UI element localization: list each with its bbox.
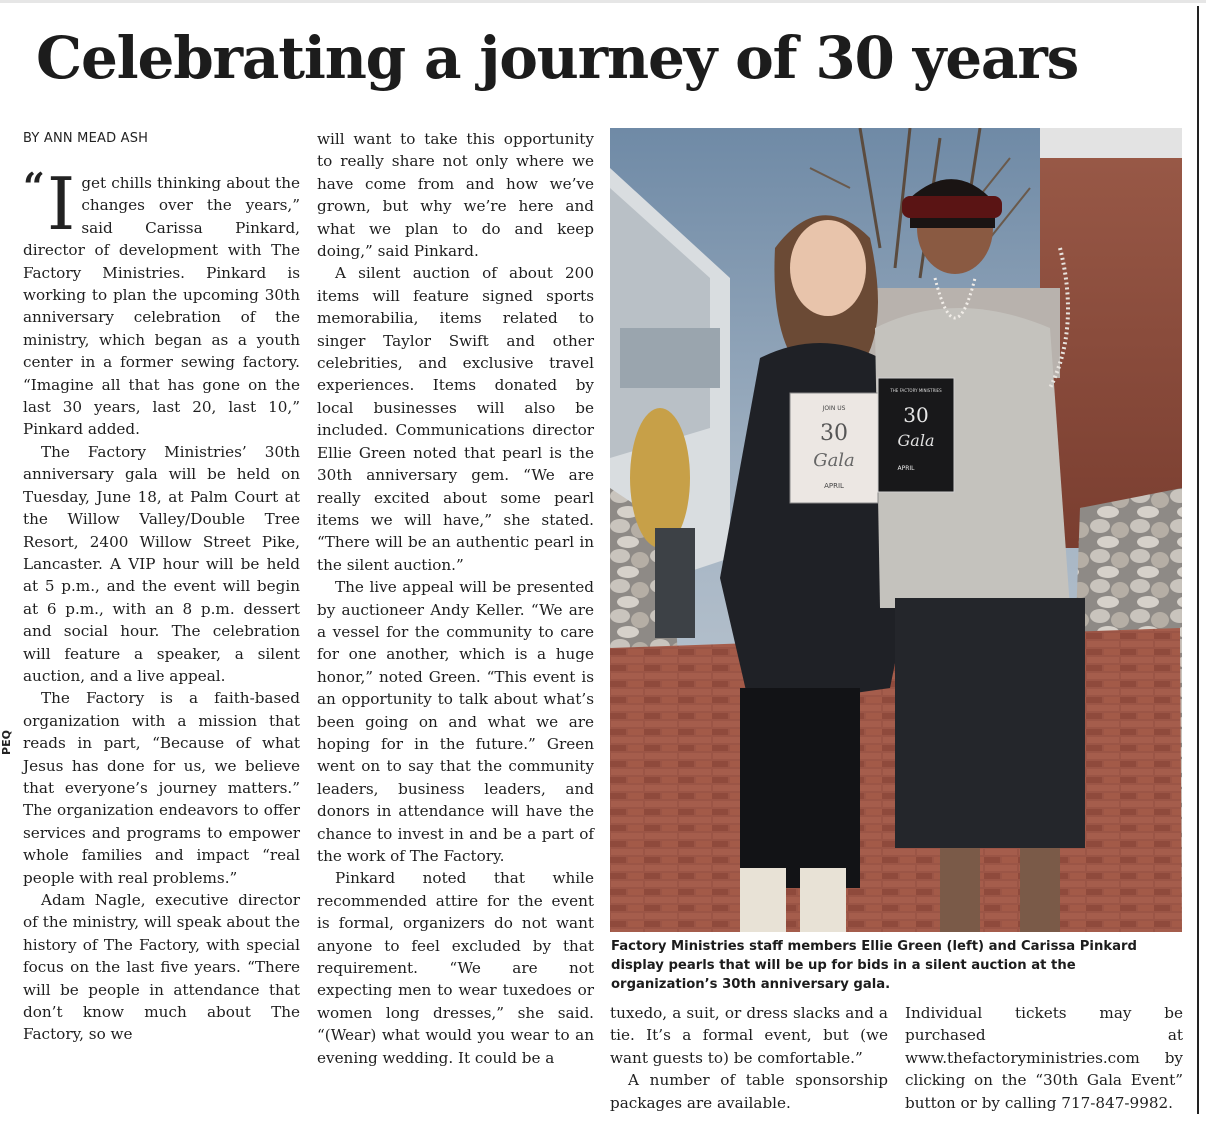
top-border	[0, 0, 1206, 3]
card-left-month: APRIL	[824, 482, 844, 490]
headline: Celebrating a journey of 30 years	[36, 24, 1079, 92]
paragraph-5: A silent auction of about 200 items will feature signed sports memorabilia, items related to singer Taylor Swift and other celebrities, and exclusive travel experiences. Items donated by local businesses will also be included. Communications director Ellie Green noted that pearl is the 30th anniversary gem. “We are really excited about some pearl items we will have,” she stated. “There will be an authentic pearl in the silent auction.”	[317, 264, 594, 574]
article-column-4	[905, 1002, 1183, 1114]
card-left-number: 30	[820, 421, 848, 446]
article-column-3	[610, 1002, 888, 1114]
card-right-top: THE FACTORY MINISTRIES	[890, 388, 942, 393]
paragraph-7-start: Pinkard noted that while recommended attire for the event is formal, organizers do not want anyone to feel excluded by that requirement. “We are not expecting men to wear tuxedoes or women long dresses,” she said. “(Wear) what would you wear to an evening wedding. It could be a	[317, 869, 594, 1067]
drop-cap: I	[46, 162, 76, 246]
photo-caption: Factory Ministries staff members Ellie Green (left) and Carissa Pinkard display pearls that will be up for bids in a silent auction at the organization’s 30th anniversary gala.	[611, 939, 1137, 992]
byline: BY ANN MEAD ASH	[23, 131, 149, 146]
photo-illustration	[610, 128, 1182, 932]
article-column-1	[23, 162, 300, 1046]
paragraph-2: The Factory Ministries’ 30th anniversary gala will be held on Tuesday, June 18, at Palm Court at the Willow Valley/Double Tree Resort, 2400 Willow Street Pike, Lancaster. A VIP hour will be held at 5 p.m., and the event will begin at 6 p.m., with an 8 p.m. dessert and social hour. The celebration will feature a speaker, a silent auction, and a live appeal.	[23, 442, 300, 685]
article-column-2	[317, 128, 594, 1069]
column-rule	[1197, 6, 1199, 1114]
paragraph-6: The live appeal will be presented by auctioneer Andy Keller. “We are a vessel for the community to care for one another, which is a huge honor,” noted Green. “This event is an opportunity to talk about what’s been going on and what we are hoping for in the future.” Green went on to say that the community leaders, business leaders, and donors in attendance will have the chance to invest in and be a part of the work of The Factory.	[317, 578, 594, 865]
article-photo	[610, 128, 1182, 932]
paragraph-3: The Factory is a faith-based organization with a mission that reads in part, “Because of what Jesus has done for us, we believe that everyone’s journey matters.” The organization endeavors to offer services and programs to empower whole families and impact “real people with real problems.”	[23, 689, 300, 887]
quote-mark: “	[23, 164, 45, 209]
card-left-top: JOIN US	[822, 405, 846, 412]
paragraph-8: A number of table sponsorship packages are available.	[610, 1071, 888, 1112]
paragraph-9: Individual tickets may be purchased at www.thefactoryministries.com by clicking on the “30th Gala Event” button or by calling 717-847-9982.	[905, 1004, 1183, 1112]
paragraph-1-text: get chills thinking about the changes over the years,” said Carissa Pinkard, director of development with The Factory Ministries. Pinkard is working to plan the upcoming 30th anniversary celebration of the ministry, which began as a youth center in a former sewing factory. “Imagine all that has gone on the last 30 years, last 20, last 10,” Pinkard added.	[23, 174, 300, 439]
paragraph-4-start: Adam Nagle, executive director of the ministry, will speak about the history of The Factory, with special focus on the last five years. “There will be people in attendance that don’t know much about The Factory, so we	[23, 891, 300, 1044]
paragraph-1	[23, 162, 300, 441]
gala-invitation-right	[878, 378, 954, 492]
card-left-script: Gala	[813, 450, 855, 471]
card-right-month: APRIL	[897, 465, 915, 472]
card-right-number: 30	[903, 403, 929, 427]
paragraph-4-continued: will want to take this opportunity to really share not only where we have come from and how we’ve grown, but why we’re here and what we plan to do and keep doing,” said Pinkard.	[317, 130, 594, 261]
card-right-script: Gala	[897, 431, 935, 450]
page-side-mark: PEQ	[0, 730, 13, 755]
paragraph-7-continued: tuxedo, a suit, or dress slacks and a tie. It’s a formal event, but (we want guests to) be comfortable.”	[610, 1004, 888, 1067]
gala-invitation-left	[790, 393, 878, 503]
